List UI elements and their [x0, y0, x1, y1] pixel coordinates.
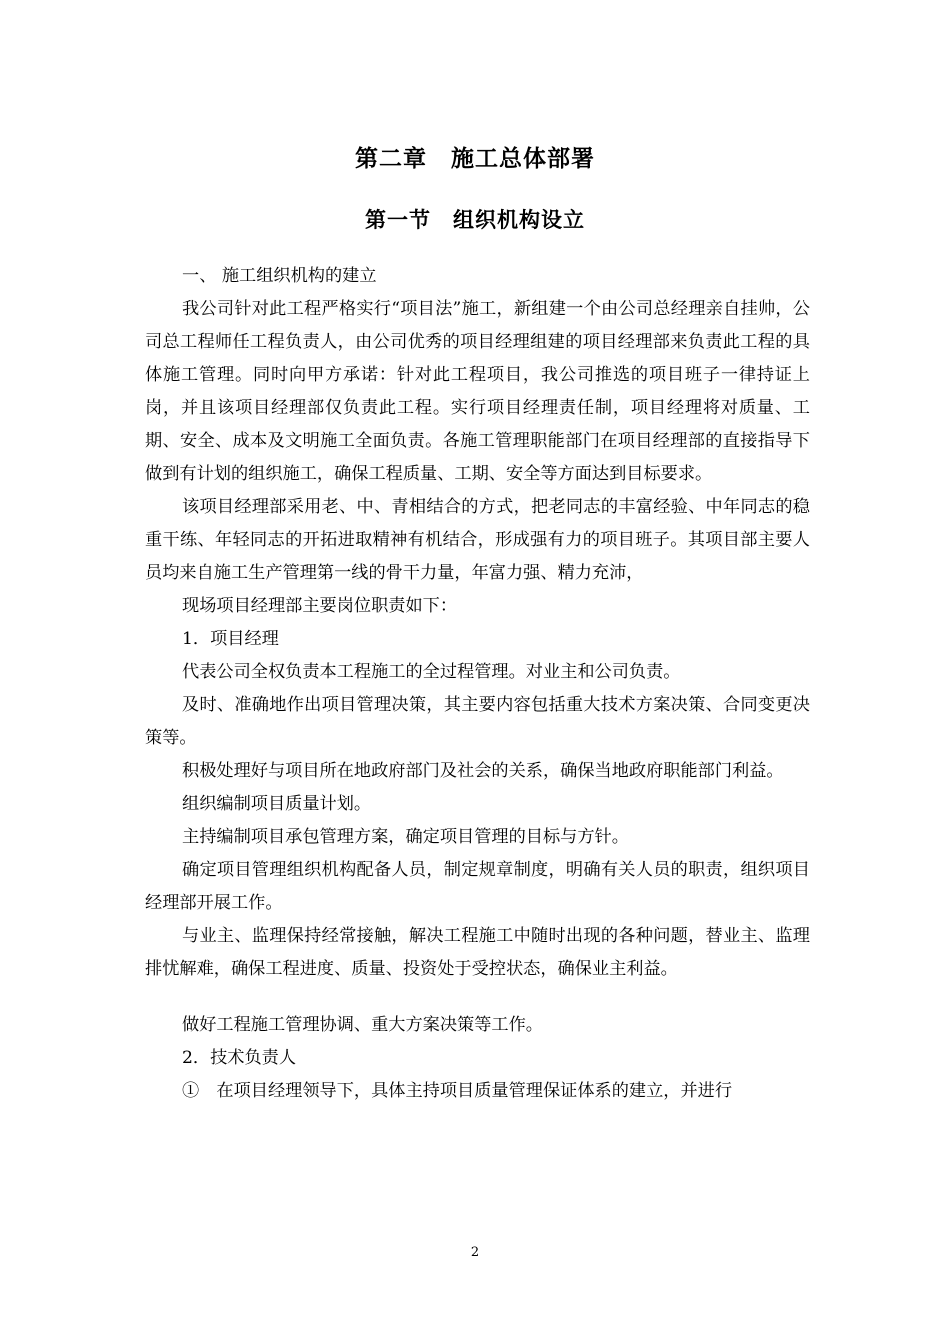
- paragraph: 一、 施工组织机构的建立: [182, 266, 377, 286]
- page-number: 2: [470, 1245, 480, 1260]
- chapter-title: 第二章 施工总体部署: [355, 145, 595, 172]
- body-text: [145, 260, 810, 1108]
- paragraph: 与业主、监理保持经常接触，解决工程施工中随时出现的各种问题，替业主、监理排忧解难，确保工程进度、质量、投资处于受控状态，确保业主利益。: [145, 926, 810, 979]
- paragraph: 及时、准确地作出项目管理决策，其主要内容包括重大技术方案决策、合同变更决策等。: [145, 695, 810, 748]
- paragraph: ① 在项目经理领导下，具体主持项目质量管理保证体系的建立，并进行: [182, 1081, 733, 1101]
- paragraph: 我公司针对此工程严格实行“项目法”施工，新组建一个由公司总经理亲自挂帅，公司总工程师任工程负责人，由公司优秀的项目经理组建的项目经理部来负责此工程的具体施工管理。同时向甲方承诺：针对此工程项目，我公司推选的项目班子一律持证上岗，并且该项目经理部仅负责此工程。实行项目经理责任制，项目经理将对质量、工期、安全、成本及文明施工全面负责。各施工管理职能部门在项目经理部的直接指导下做到有计划的组织施工，确保工程质量、工期、安全等方面达到目标要求。: [145, 299, 810, 484]
- paragraph: 做好工程施工管理协调、重大方案决策等工作。: [182, 1015, 543, 1035]
- paragraph: 现场项目经理部主要岗位职责如下：: [182, 596, 458, 616]
- paragraph: 确定项目管理组织机构配备人员，制定规章制度，明确有关人员的职责，组织项目经理部开展工作。: [145, 860, 810, 913]
- paragraph: 该项目经理部采用老、中、青相结合的方式，把老同志的丰富经验、中年同志的稳重干练、年轻同志的开拓进取精神有机结合，形成强有力的项目班子。其项目部主要人员均来自施工生产管理第一线的骨干力量，年富力强、精力充沛，: [145, 497, 810, 583]
- paragraph: 代表公司全权负责本工程施工的全过程管理。对业主和公司负责。: [182, 662, 681, 682]
- section-title: 第一节 组织机构设立: [365, 207, 585, 232]
- paragraph: 2．技术负责人: [182, 1048, 297, 1068]
- paragraph: 主持编制项目承包管理方案，确定项目管理的目标与方针。: [182, 827, 629, 847]
- paragraph: 积极处理好与项目所在地政府部门及社会的关系，确保当地政府职能部门利益。: [182, 761, 784, 781]
- paragraph: 1．项目经理: [182, 629, 279, 649]
- paragraph: 组织编制项目质量计划。: [182, 794, 372, 814]
